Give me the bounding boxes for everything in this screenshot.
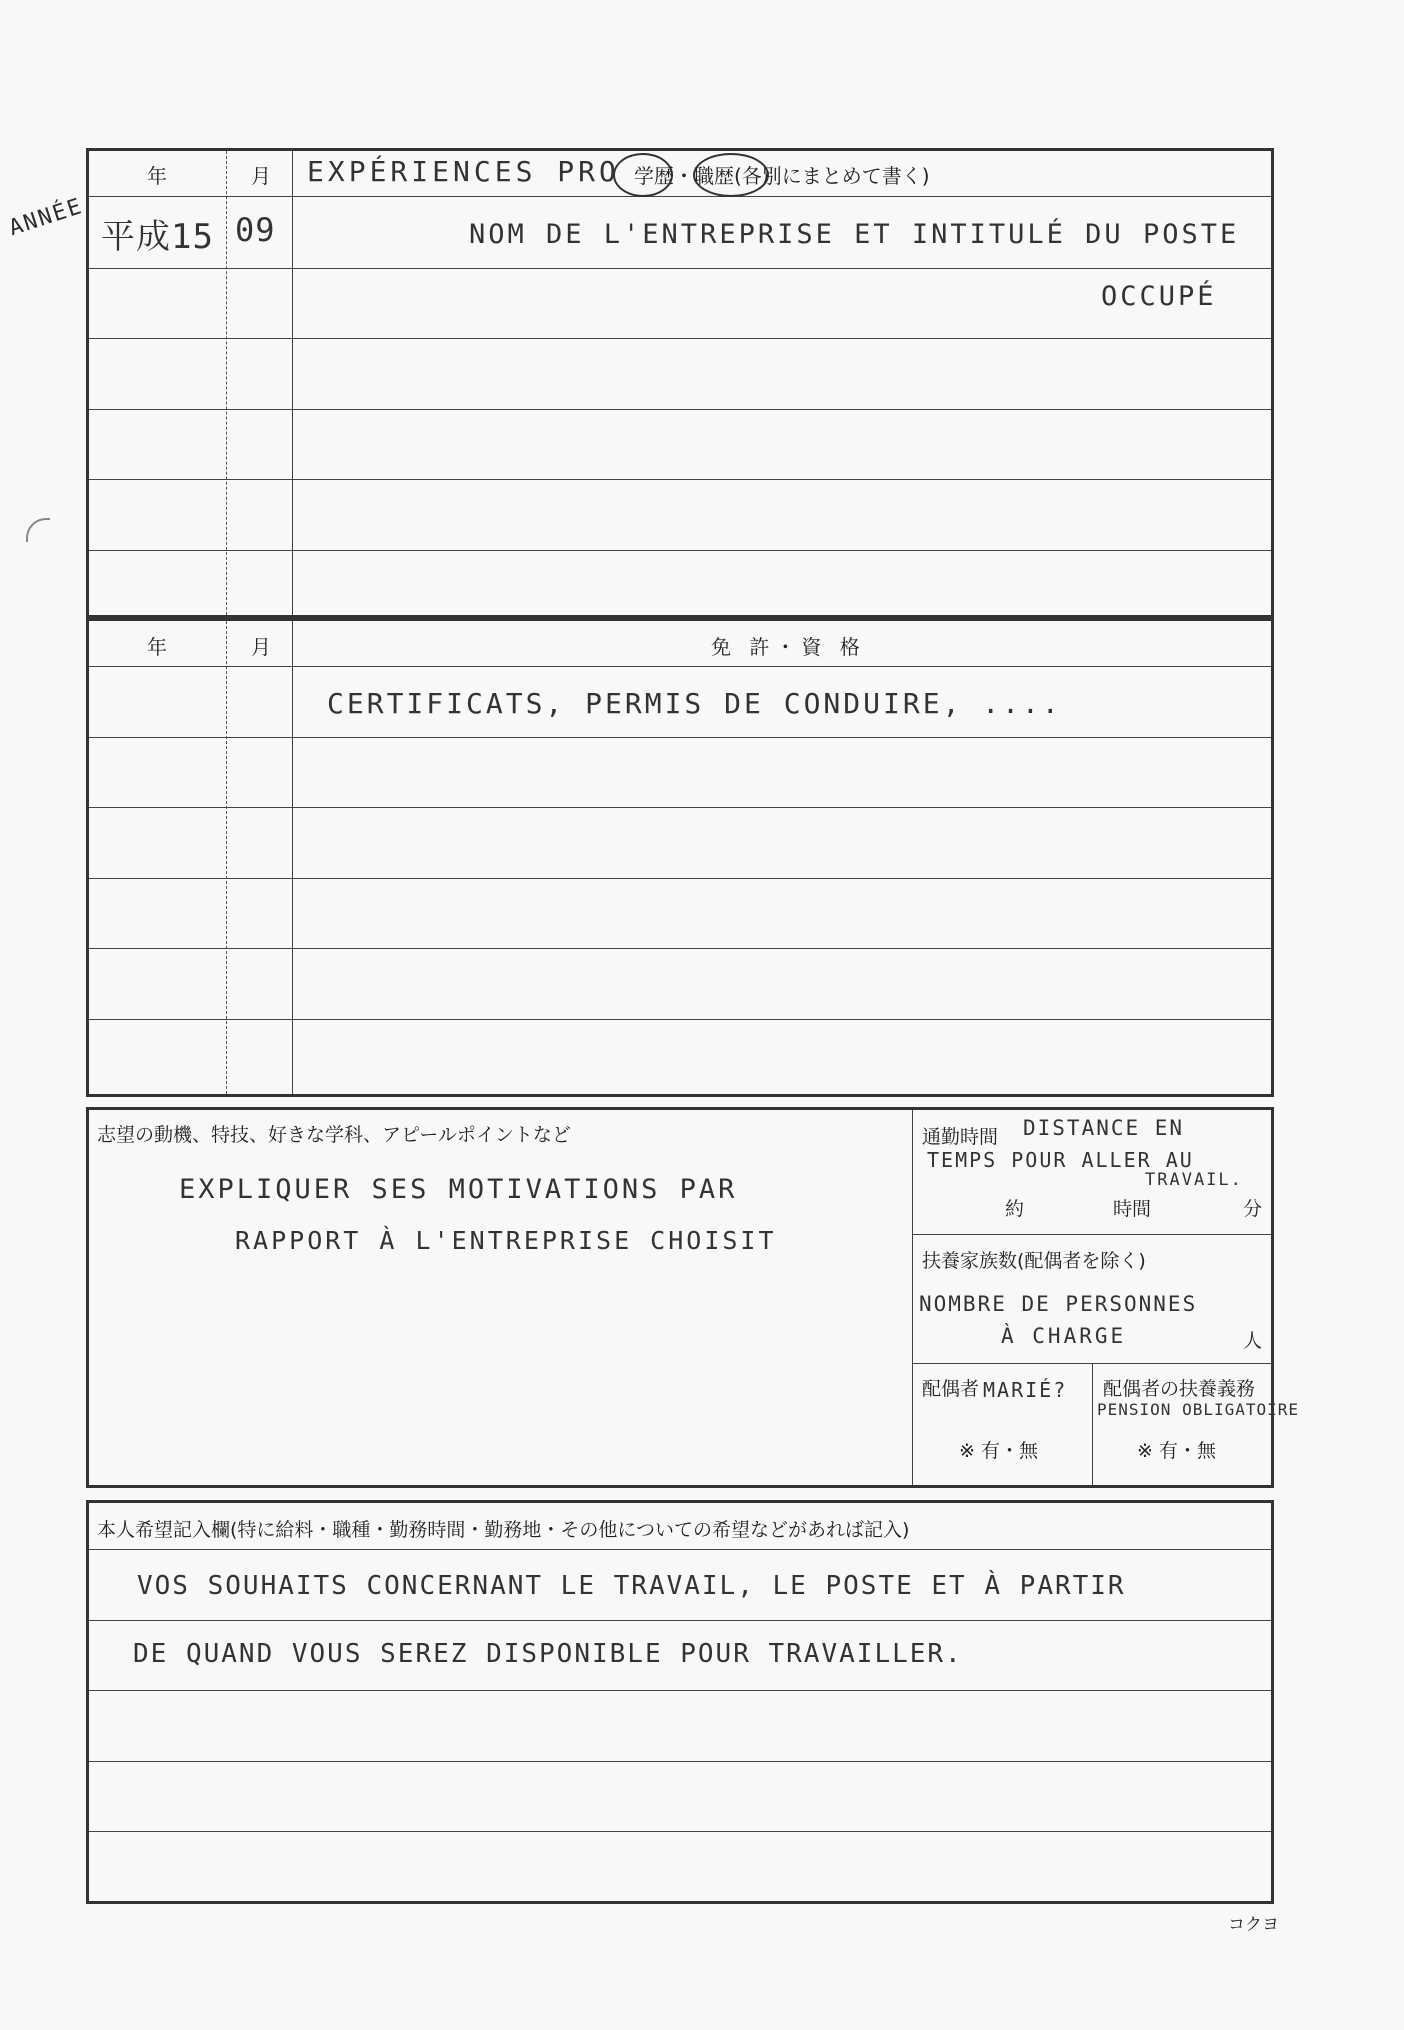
- history-title-handwritten: EXPÉRIENCES PRO: [307, 155, 620, 188]
- spouse-support-label: 配偶者の扶養義務: [1103, 1378, 1256, 1400]
- motivation-section: [86, 1107, 1300, 1488]
- commute-text: DISTANCE EN: [1023, 1116, 1185, 1140]
- wishes-text-continued: DE QUAND VOUS SEREZ DISPONIBLE POUR TRAVAILLER.: [133, 1639, 963, 1669]
- motivation-text: EXPLIQUER SES MOTIVATIONS PAR: [179, 1174, 738, 1205]
- history-section: [86, 148, 1274, 618]
- dependents-unit: 人: [1243, 1330, 1263, 1352]
- year-header: 年: [147, 164, 167, 188]
- entry-text: NOM DE L'ENTREPRISE ET INTITULÉ DU POSTE: [469, 219, 1240, 250]
- spouse-label: 配偶者: [922, 1378, 980, 1400]
- wishes-label: 本人希望記入欄(特に給料・職種・勤務時間・勤務地・その他についての希望などがあれば記入): [97, 1519, 910, 1541]
- license-entry-text: CERTIFICATS, PERMIS DE CONDUIRE, ....: [327, 687, 1062, 720]
- motivation-label: 志望の動機、特技、好きな学科、アピールポイントなど: [97, 1124, 571, 1146]
- spouse-text: MARIÉ?: [983, 1378, 1068, 1402]
- month-header: 月: [251, 635, 271, 659]
- commute-label: 通勤時間: [922, 1126, 999, 1148]
- commute-hours: 時間: [1113, 1198, 1152, 1220]
- pencil-mark: [26, 518, 50, 542]
- entry-text-continued: OCCUPÉ: [1101, 281, 1217, 312]
- commute-text-continued: TRAVAIL.: [1145, 1170, 1243, 1190]
- dependents-text-continued: À CHARGE: [1001, 1324, 1127, 1348]
- wishes-text: VOS SOUHAITS CONCERNANT LE TRAVAIL, LE POSTE ET À PARTIR: [137, 1571, 1126, 1601]
- commute-text-continued: TEMPS POUR ALLER AU: [927, 1148, 1194, 1172]
- dependents-text: NOMBRE DE PERSONNES: [919, 1292, 1198, 1316]
- commute-minutes: 分: [1243, 1198, 1263, 1220]
- commute-approx: 約: [1005, 1198, 1025, 1220]
- wishes-section: [86, 1500, 1274, 1904]
- history-title: 学歴・職歴(各別にまとめて書く): [634, 164, 930, 188]
- brand-footer: コクヨ: [1228, 1915, 1279, 1935]
- spouse-support-options: ※ 有・無: [1137, 1440, 1216, 1462]
- entry-month: 09: [235, 211, 276, 249]
- entry-year: 平成15: [101, 217, 214, 257]
- month-header: 月: [251, 164, 271, 188]
- spouse-support-text: PENSION OBLIGATOIRE: [1097, 1400, 1300, 1419]
- licenses-section: [86, 618, 1274, 1097]
- licenses-title: 免 許・資 格: [711, 635, 866, 659]
- year-header: 年: [147, 635, 167, 659]
- margin-note: ANNÉE: [6, 193, 87, 242]
- spouse-options: ※ 有・無: [959, 1440, 1038, 1462]
- motivation-text-continued: RAPPORT À L'ENTREPRISE CHOISIT: [235, 1226, 777, 1255]
- dependents-label: 扶養家族数(配偶者を除く): [922, 1250, 1146, 1272]
